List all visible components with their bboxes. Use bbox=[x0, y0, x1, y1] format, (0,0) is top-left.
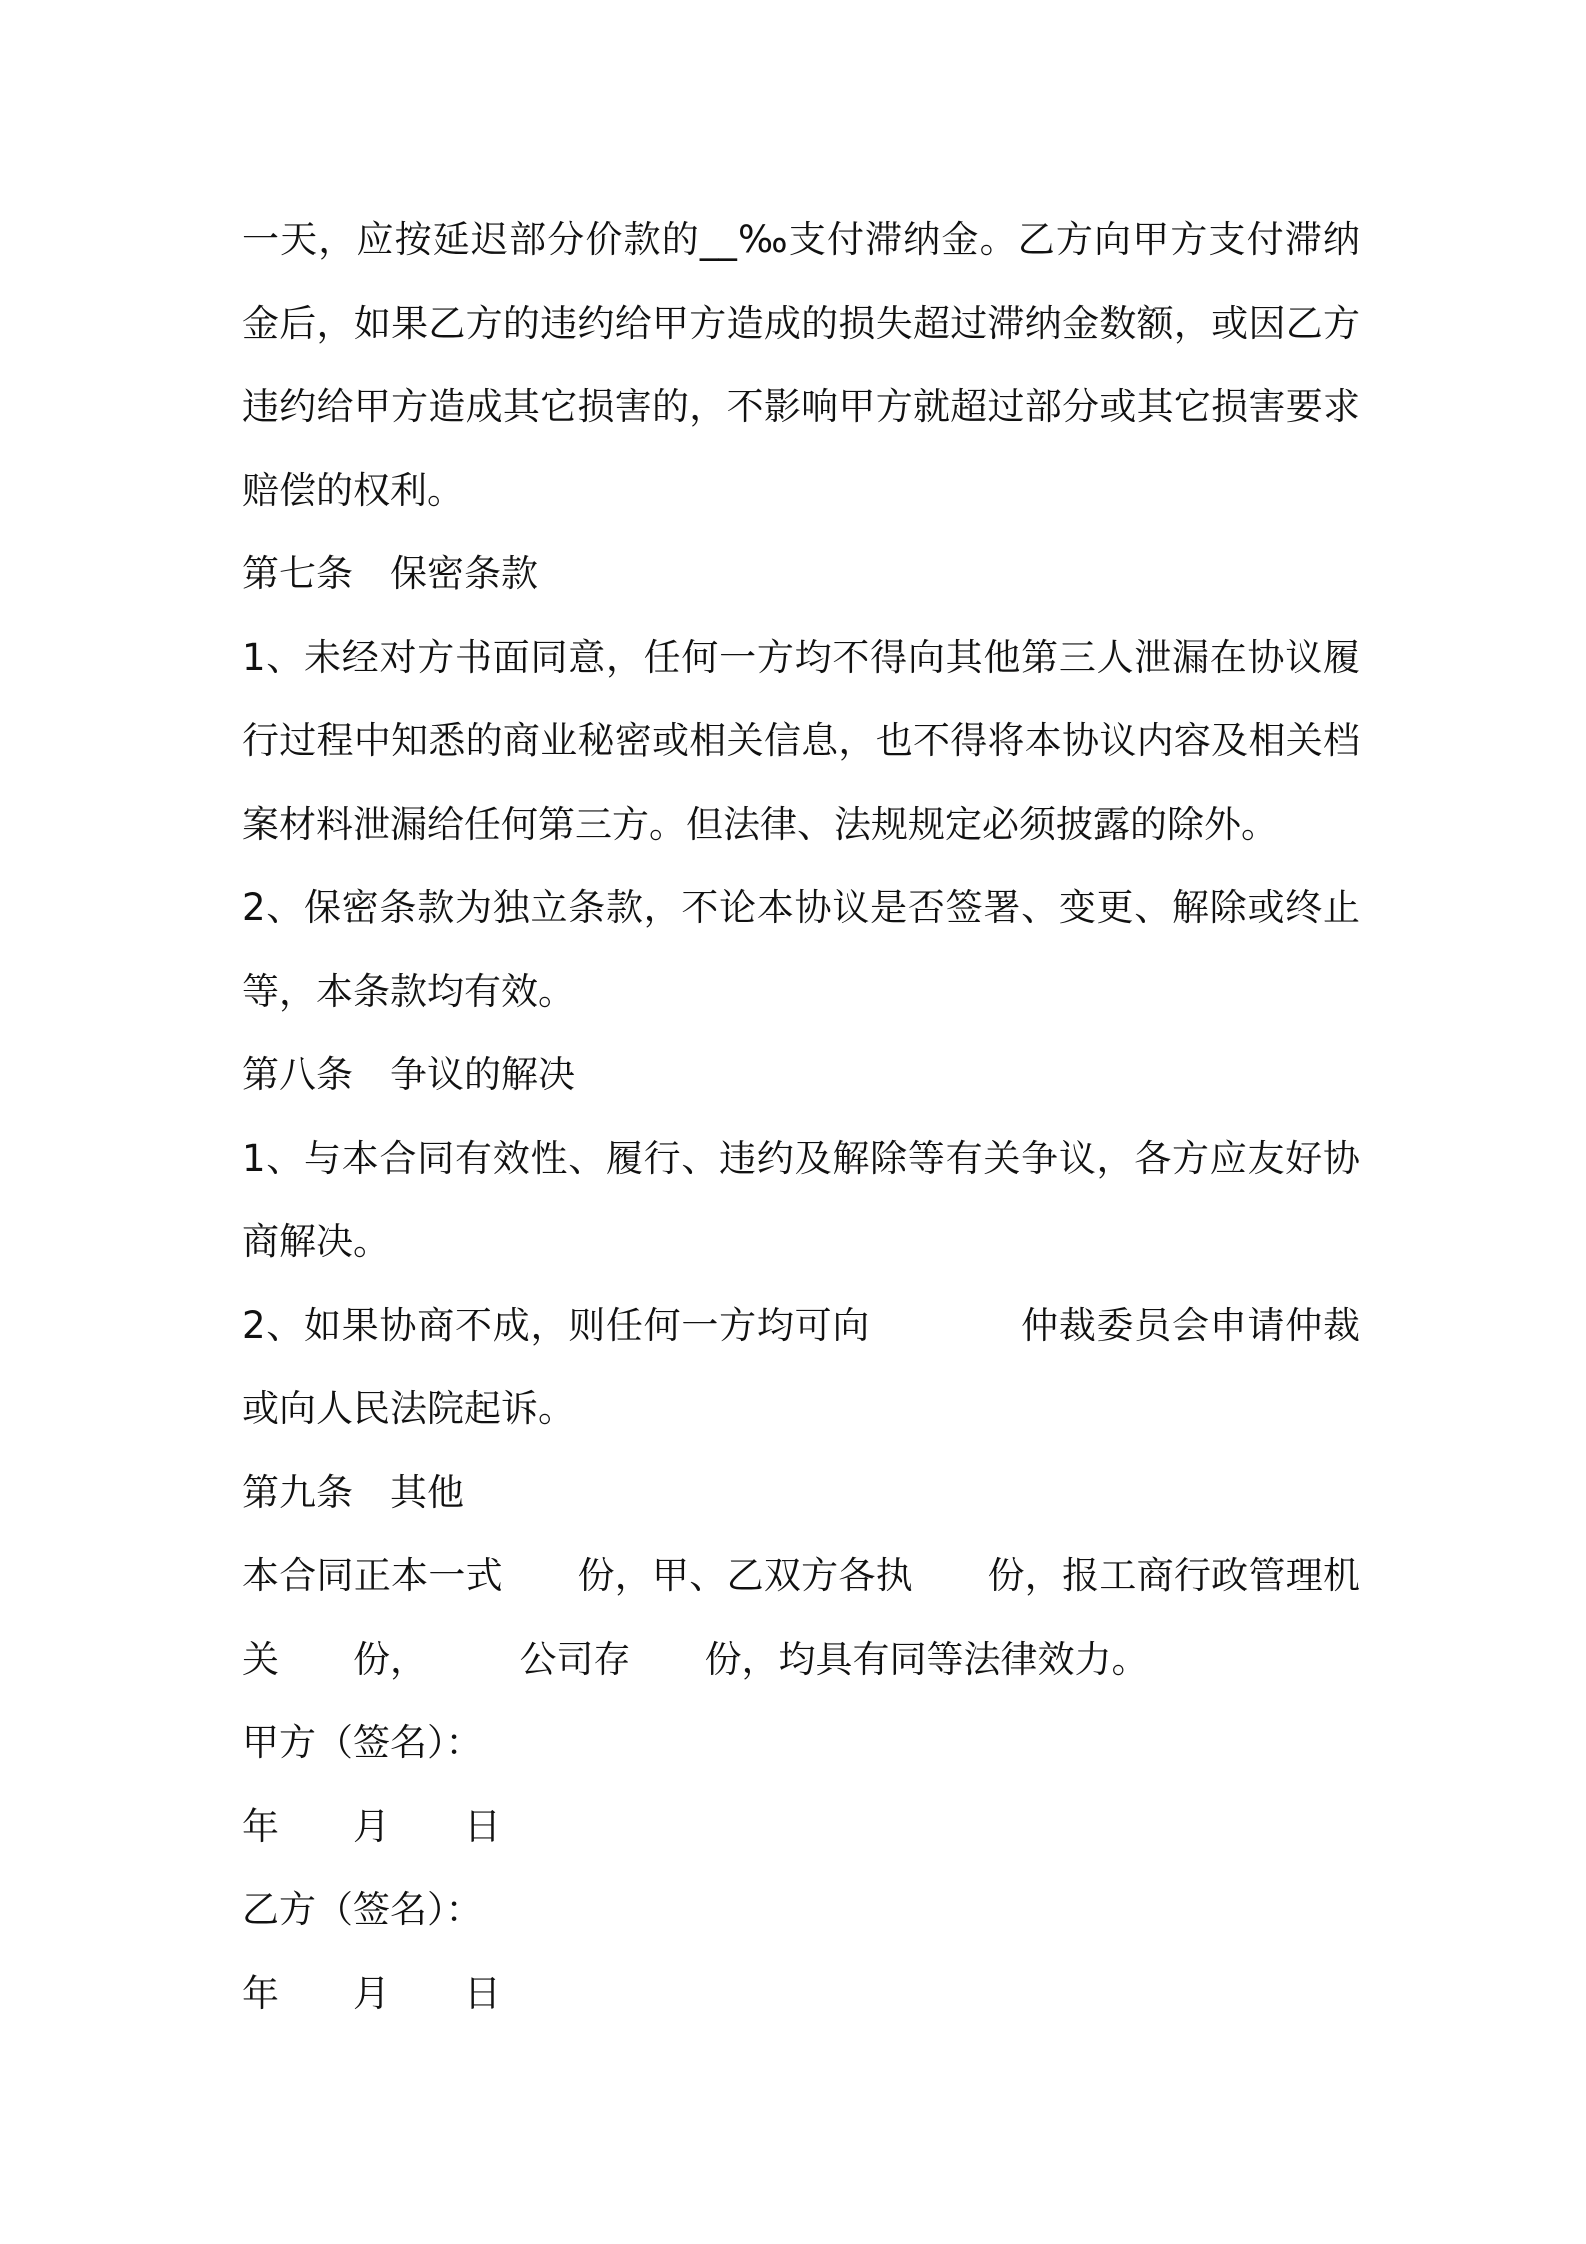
party-a-date: 年 月 日 bbox=[242, 1804, 501, 1848]
party-b-date: 年 月 日 bbox=[242, 1971, 501, 2015]
article-8-clause-1: 1、与本合同有效性、履行、违约及解除等有关争议，各方应友好协商解决。 bbox=[242, 1136, 1360, 1263]
party-b-signature-label: 乙方（签名）： bbox=[242, 1888, 483, 1931]
article-8-heading: 第八条 争议的解决 bbox=[242, 1053, 575, 1096]
article-9-heading: 第九条 其他 bbox=[242, 1470, 464, 1514]
party-a-signature-label: 甲方（签名）： bbox=[242, 1721, 483, 1764]
article-7-clause-1: 1、未经对方书面同意，任何一方均不得向其他第三人泄漏在协议履行过程中知悉的商业秘密或相关信息，也不得将本协议内容及相关档案材料泄漏给任何第三方。但法律、法规规定必须披露的除外。 bbox=[242, 635, 1360, 846]
article-9-copies: 本合同正本一式 份，甲、乙双方各执 份，报工商行政管理机关 份， 公司存 份，均具有同等法律效力。 bbox=[242, 1554, 1360, 1681]
paragraph-late-fee: 一天，应按延迟部分价款的__‰支付滞纳金。乙方向甲方支付滞纳金后，如果乙方的违约给甲方造成的损失超过滞纳金数额，或因乙方违约给甲方造成其它损害的，不影响甲方就超过部分或其它损害要求赔偿的权利。 bbox=[242, 218, 1360, 512]
article-7-clause-2: 2、保密条款为独立条款，不论本协议是否签署、变更、解除或终止等，本条款均有效。 bbox=[242, 886, 1360, 1013]
article-8-clause-2: 2、如果协商不成，则任何一方均可向 仲裁委员会申请仲裁或向人民法院起诉。 bbox=[242, 1303, 1360, 1430]
article-7-heading: 第七条 保密条款 bbox=[242, 552, 538, 595]
document-body bbox=[242, 198, 1360, 2035]
